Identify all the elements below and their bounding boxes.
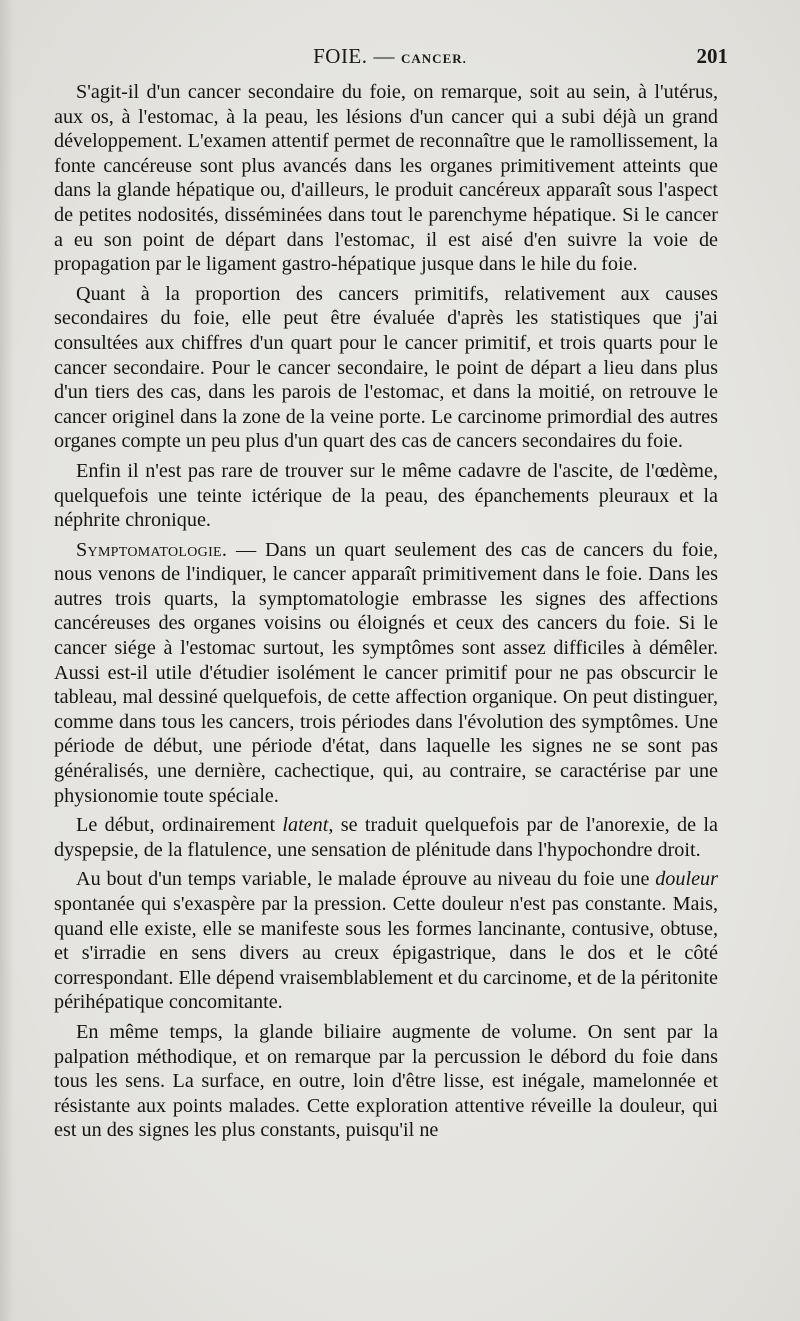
paragraph-5-pre: Le début, ordinairement — [76, 814, 283, 837]
running-title-sub: CANCER. — [401, 51, 467, 66]
paragraph-2: Quant à la proportion des cancers primitifs, relativement aux causes secondaires du foie, elle peut être évaluée d'après les statistiques que j'ai consultées aux chiffres d'un quart pour le cancer primitif, et trois quarts pour le cancer secondaire. Pour le cancer secondaire, le point de départ a lieu dans plus d'un tiers des cas, dans les parois de l'estomac, et dans la moitié, on retrouve le cancer originel dans la zone de la veine porte. Le carcinome primordial des autres organes compte un peu plus d'un quart des cas de cancers secondaires du foie. — [54, 282, 718, 453]
paragraph-5 — [54, 813, 718, 862]
paragraph-4 — [54, 538, 718, 809]
paragraph-1: S'agit-il d'un cancer secondaire du foie, on remarque, soit au sein, à l'utérus, aux os, à l'estomac, à la peau, les lésions d'un cancer qui a subi déjà un grand développement. L'examen attentif permet de reconnaître que le ramollissement, la fonte cancéreuse sont plus avancés dans les organes primitivement atteints que dans la glande hépatique ou, d'ailleurs, le produit cancéreux apparaît sous l'aspect de petites nodosités, disséminées dans tout le parenchyme hépatique. Si le cancer a eu son point de départ dans l'estomac, il est aisé d'en suivre la voie de propagation par le ligament gastro-hépatique jusque dans le hile du foie. — [54, 81, 718, 276]
paragraph-6-post: spontanée qui s'exaspère par la pression. Cette douleur n'est pas constante. Mais, quand elle existe, elle se manifeste sous les formes lancinante, contusive, obtuse, et s'irradie en sens divers au creux épigastrique, dans le dos et le côté correspondant. Elle dépend vraisemblablement et du carcinome, et de la péritonite périhépatique concomitante. — [54, 893, 718, 1014]
section-heading-symptomatologie: Symptomatologie. — [76, 538, 228, 561]
paragraph-6 — [54, 867, 718, 1015]
page-header — [52, 44, 728, 74]
page-number: 201 — [696, 44, 728, 68]
body-text — [54, 80, 718, 1148]
paragraph-7: En même temps, la glande biliaire augmente de volume. On sent par la palpation méthodique, et on remarque par la percussion le débord du foie dans tous les sens. La surface, en outre, loin d'être lisse, est inégale, mamelonnée et résistante aux points malades. Cette exploration attentive réveille la douleur, qui est un des signes les plus constants, puisqu'il ne — [54, 1020, 718, 1142]
paragraph-6-pre: Au bout d'un temps variable, le malade éprouve au niveau du foie une — [76, 868, 656, 891]
running-title-main: FOIE. — [313, 44, 368, 68]
spine-shadow — [0, 0, 14, 1321]
paragraph-4-text: — Dans un quart seulement des cas de cancers du foie, nous venons de l'indiquer, le cancer apparaît primitivement dans le foie. Dans les autres trois quarts, la symptomatologie embrasse les signes des affections cancéreuses des organes voisins ou éloignés et ceux des cancers du foie. Si le cancer siége à l'estomac surtout, les symptômes sont assez difficiles à démêler. Aussi est-il utile d'étudier isolément le cancer primitif pour ne pas obscurcir le tableau, mal dessiné quelquefois, de cette affection organique. On peut distinguer, comme dans tous les cancers, trois périodes dans l'évolution des symptômes. Une période de début, une période d'état, dans laquelle les signes ne se sont pas généralisés, une dernière, cachectique, qui, au contraire, se caractérise par une physionomie toute spéciale. — [54, 538, 718, 807]
paragraph-3: Enfin il n'est pas rare de trouver sur le même cadavre de l'ascite, de l'œdème, quelquefois une teinte ictérique de la peau, des épanchements pleuraux et la néphrite chronique. — [54, 459, 718, 532]
running-title — [52, 44, 728, 69]
paragraph-5-post: , se traduit quelquefois par de l'anorexie, de la dyspepsie, de la flatulence, une sensation de plénitude dans l'hypochondre droit. — [54, 814, 718, 861]
paragraph-5-emphasis: latent — [282, 814, 329, 837]
running-title-dash: — — [373, 44, 396, 68]
paragraph-6-emphasis: douleur — [655, 868, 718, 891]
